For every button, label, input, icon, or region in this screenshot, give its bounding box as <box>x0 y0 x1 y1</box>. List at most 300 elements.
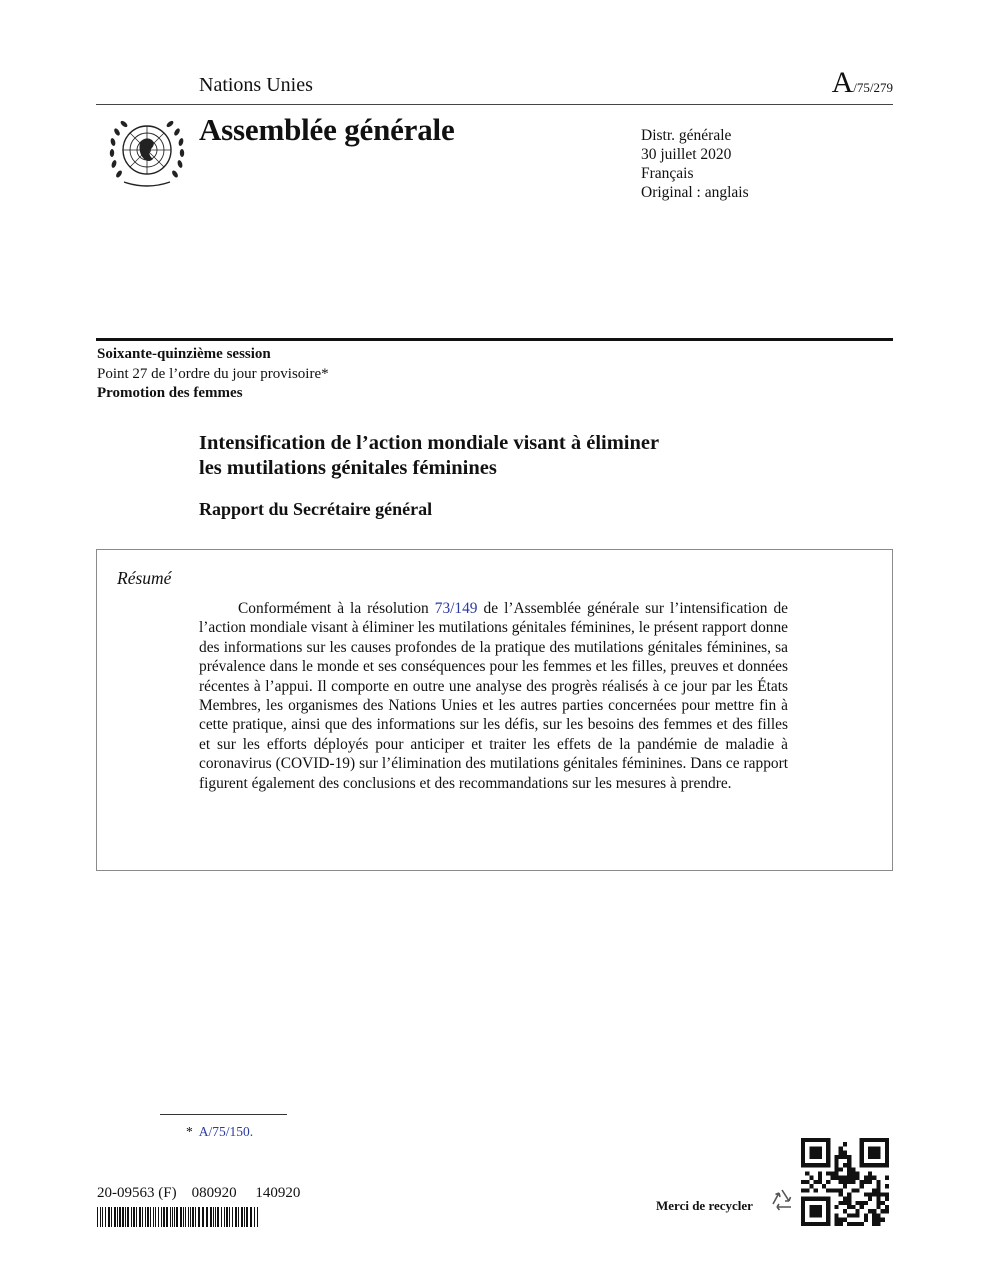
barcode-bar <box>206 1207 208 1227</box>
qr-module <box>809 1197 813 1201</box>
qr-module <box>847 1167 851 1171</box>
qr-module <box>855 1201 859 1205</box>
qr-module <box>881 1192 885 1196</box>
qr-module <box>809 1163 813 1167</box>
header-rule <box>96 104 893 105</box>
qr-module <box>818 1138 822 1142</box>
qr-module <box>826 1151 830 1155</box>
barcode-bar <box>221 1207 222 1227</box>
qr-module <box>839 1151 843 1155</box>
document-title-line: les mutilations génitales féminines <box>199 457 497 479</box>
qr-module <box>868 1172 872 1176</box>
qr-module <box>818 1151 822 1155</box>
qr-module <box>826 1142 830 1146</box>
qr-module <box>835 1155 839 1159</box>
qr-module <box>809 1155 813 1159</box>
barcode-bar <box>192 1207 194 1227</box>
qr-module <box>876 1197 880 1201</box>
job-number-line <box>97 1185 300 1202</box>
qr-module <box>860 1201 864 1205</box>
qr-module <box>801 1222 805 1226</box>
qr-module <box>843 1209 847 1213</box>
job-date-1: 080920 <box>191 1185 237 1201</box>
qr-module <box>839 1176 843 1180</box>
recycle-label: Merci de recycler <box>656 1198 753 1213</box>
qr-module <box>835 1163 839 1167</box>
qr-module <box>822 1184 826 1188</box>
barcode-bar <box>213 1207 214 1227</box>
qr-module <box>855 1172 859 1176</box>
qr-module <box>881 1163 885 1167</box>
qr-module <box>843 1201 847 1205</box>
qr-module <box>830 1176 834 1180</box>
qr-module <box>835 1188 839 1192</box>
qr-module <box>809 1151 813 1155</box>
qr-module <box>809 1213 813 1217</box>
qr-module <box>872 1155 876 1159</box>
barcode-bar <box>174 1207 175 1227</box>
barcode-bar <box>190 1207 191 1227</box>
document-title <box>199 431 799 481</box>
qr-module <box>876 1192 880 1196</box>
qr-module <box>818 1205 822 1209</box>
qr-module <box>872 1163 876 1167</box>
agenda-topic: Promotion des femmes <box>97 385 243 401</box>
qr-module <box>868 1155 872 1159</box>
summary-text-rest: de l’Assemblée générale sur l’intensification de l’action mondiale visant à éliminer les mutilations génitales féminines, le présent rapport donne des informations sur les causes profondes de la pratique des mutilations génitales féminines, sa prévalence dans le monde et ses conséquences pour les femmes et les filles, preuves et données récentes à l’appui. Il comporte en outre une analyse des progrès réalisés à ce jour par les États Membres, les organismes des Nations Unies et les autres parties concernées pour mettre fin à cette pratique, ainsi que des informations sur les défis, sur les besoins des femmes et des filles et sur les efforts déployés pour anticiper et traiter les effets de la pandémie de maladie à coronavirus (COVID-19) sur l’élimination des mutilations génitales féminines. Dans ce rapport figurent également des conclusions et des recommandations sur les mesures à prendre. <box>199 600 788 792</box>
qr-module <box>826 1209 830 1213</box>
barcode-bar <box>150 1207 151 1227</box>
qr-module <box>876 1188 880 1192</box>
qr-module <box>805 1197 809 1201</box>
barcode-bar <box>136 1207 137 1227</box>
qr-module <box>876 1205 880 1209</box>
qr-module <box>809 1222 813 1226</box>
job-date-2: 140920 <box>255 1185 301 1201</box>
qr-module <box>839 1188 843 1192</box>
qr-module <box>881 1218 885 1222</box>
qr-module <box>826 1146 830 1150</box>
barcode-bar <box>215 1207 216 1227</box>
qr-module <box>872 1192 876 1196</box>
qr-module <box>843 1142 847 1146</box>
qr-module <box>885 1146 889 1150</box>
qr-module <box>864 1218 868 1222</box>
qr-module <box>847 1197 851 1201</box>
qr-module <box>822 1222 826 1226</box>
barcode-bar <box>119 1207 121 1227</box>
qr-module <box>876 1155 880 1159</box>
qr-module <box>847 1155 851 1159</box>
qr-module <box>885 1192 889 1196</box>
qr-module <box>851 1180 855 1184</box>
barcode-bar <box>105 1207 106 1227</box>
qr-code[interactable] <box>801 1138 889 1226</box>
qr-module <box>835 1172 839 1176</box>
original-language: Original : anglais <box>641 184 749 201</box>
qr-module <box>876 1138 880 1142</box>
qr-module <box>818 1197 822 1201</box>
qr-module <box>868 1151 872 1155</box>
qr-module <box>801 1155 805 1159</box>
qr-module <box>801 1205 805 1209</box>
document-symbol-letter: A <box>831 66 854 99</box>
barcode-bar <box>125 1207 126 1227</box>
qr-module <box>876 1184 880 1188</box>
qr-module <box>801 1218 805 1222</box>
issuing-body: Assemblée générale <box>199 112 455 147</box>
qr-module <box>872 1146 876 1150</box>
qr-module <box>839 1155 843 1159</box>
qr-module <box>876 1151 880 1155</box>
barcode-bar <box>145 1207 146 1227</box>
qr-module <box>805 1180 809 1184</box>
qr-module <box>864 1176 868 1180</box>
qr-module <box>885 1159 889 1163</box>
qr-module <box>872 1209 876 1213</box>
barcode-bar <box>195 1207 196 1227</box>
qr-module <box>881 1201 885 1205</box>
barcode-bar <box>185 1207 186 1227</box>
qr-module <box>826 1201 830 1205</box>
qr-module <box>872 1151 876 1155</box>
barcode-bar <box>158 1207 159 1227</box>
qr-module <box>818 1146 822 1150</box>
barcode-bar <box>183 1207 184 1227</box>
footnote <box>186 1124 253 1140</box>
qr-module <box>814 1180 818 1184</box>
qr-module <box>847 1213 851 1217</box>
qr-module <box>860 1146 864 1150</box>
qr-module <box>872 1188 876 1192</box>
qr-module <box>872 1213 876 1217</box>
qr-module <box>839 1201 843 1205</box>
barcode-bar <box>241 1207 243 1227</box>
barcode-bar <box>180 1207 182 1227</box>
issue-date: 30 juillet 2020 <box>641 146 732 163</box>
qr-module <box>814 1205 818 1209</box>
qr-module <box>839 1192 843 1196</box>
qr-module <box>876 1146 880 1150</box>
qr-module <box>855 1209 859 1213</box>
qr-module <box>809 1176 813 1180</box>
qr-module <box>843 1184 847 1188</box>
qr-module <box>851 1172 855 1176</box>
qr-module <box>826 1163 830 1167</box>
summary-text-start: Conformément à la résolution <box>238 600 435 617</box>
qr-module <box>809 1205 813 1209</box>
qr-module <box>860 1155 864 1159</box>
qr-module <box>860 1159 864 1163</box>
qr-module <box>860 1163 864 1167</box>
qr-module <box>818 1213 822 1217</box>
barcode-bar <box>163 1207 165 1227</box>
resolution-link[interactable]: 73/149 <box>434 600 478 617</box>
qr-module <box>826 1138 830 1142</box>
qr-module <box>855 1213 859 1217</box>
qr-module <box>818 1172 822 1176</box>
qr-module <box>801 1188 805 1192</box>
qr-module <box>876 1213 880 1217</box>
qr-module <box>814 1209 818 1213</box>
qr-module <box>835 1167 839 1171</box>
qr-module <box>826 1197 830 1201</box>
qr-module <box>847 1180 851 1184</box>
qr-module <box>801 1138 805 1142</box>
qr-module <box>885 1142 889 1146</box>
barcode-bar <box>100 1207 101 1227</box>
job-number: 20-09563 (F) <box>97 1185 177 1201</box>
qr-module <box>839 1218 843 1222</box>
qr-module <box>801 1201 805 1205</box>
qr-module <box>822 1138 826 1142</box>
qr-module <box>851 1222 855 1226</box>
footnote-rule <box>160 1114 287 1115</box>
qr-module <box>847 1201 851 1205</box>
qr-module <box>818 1163 822 1167</box>
qr-module <box>847 1172 851 1176</box>
qr-module <box>876 1201 880 1205</box>
barcode-bar <box>254 1207 255 1227</box>
qr-module <box>830 1172 834 1176</box>
barcode-bar <box>217 1207 219 1227</box>
barcode-bar <box>226 1207 228 1227</box>
qr-module <box>885 1138 889 1142</box>
qr-module <box>847 1159 851 1163</box>
barcode-bar <box>122 1207 124 1227</box>
qr-module <box>801 1209 805 1213</box>
qr-module <box>868 1163 872 1167</box>
qr-module <box>835 1222 839 1226</box>
barcode-bar <box>172 1207 173 1227</box>
qr-module <box>830 1188 834 1192</box>
qr-module <box>826 1159 830 1163</box>
qr-module <box>868 1180 872 1184</box>
barcode-bar <box>232 1207 233 1227</box>
qr-module <box>809 1146 813 1150</box>
qr-module <box>851 1205 855 1209</box>
qr-module <box>805 1172 809 1176</box>
document-title-line: Intensification de l’action mondiale visant à éliminer <box>199 432 660 454</box>
summary-heading: Résumé <box>117 568 172 588</box>
qr-module <box>814 1188 818 1192</box>
qr-module <box>885 1155 889 1159</box>
qr-module <box>868 1138 872 1142</box>
qr-module <box>809 1138 813 1142</box>
qr-module <box>826 1205 830 1209</box>
barcode-bar <box>147 1207 149 1227</box>
distribution-block <box>641 126 749 202</box>
session-rule <box>96 338 893 341</box>
qr-module <box>826 1218 830 1222</box>
qr-module <box>864 1192 868 1196</box>
qr-module <box>843 1180 847 1184</box>
document-subtitle: Rapport du Secrétaire général <box>199 499 433 519</box>
document-symbol-number: /75/279 <box>853 80 893 95</box>
barcode-bar <box>127 1207 129 1227</box>
qr-module <box>885 1176 889 1180</box>
qr-module <box>801 1213 805 1217</box>
barcode-bar <box>161 1207 162 1227</box>
qr-module <box>843 1176 847 1180</box>
document-symbol <box>832 66 893 100</box>
qr-module <box>885 1205 889 1209</box>
barcode-bar <box>111 1207 112 1227</box>
qr-module <box>847 1163 851 1167</box>
qr-module <box>864 1213 868 1217</box>
qr-module <box>851 1176 855 1180</box>
barcode <box>97 1207 261 1227</box>
qr-module <box>835 1218 839 1222</box>
qr-module <box>801 1180 805 1184</box>
summary-text <box>199 599 788 793</box>
qr-module <box>839 1146 843 1150</box>
qr-module <box>855 1222 859 1226</box>
barcode-bar <box>133 1207 135 1227</box>
qr-module <box>843 1163 847 1167</box>
barcode-bar <box>250 1207 252 1227</box>
qr-module <box>839 1222 843 1226</box>
barcode-bar <box>114 1207 116 1227</box>
barcode-bar <box>117 1207 118 1227</box>
barcode-bar <box>224 1207 225 1227</box>
qr-module <box>885 1209 889 1213</box>
barcode-bar <box>139 1207 141 1227</box>
un-emblem-icon <box>100 112 194 190</box>
qr-module <box>885 1163 889 1167</box>
qr-module <box>805 1222 809 1226</box>
qr-module <box>814 1197 818 1201</box>
qr-module <box>839 1180 843 1184</box>
barcode-bar <box>188 1207 189 1227</box>
qr-module <box>809 1184 813 1188</box>
qr-module <box>868 1209 872 1213</box>
qr-module <box>851 1167 855 1171</box>
qr-module <box>814 1222 818 1226</box>
barcode-bar <box>257 1207 258 1227</box>
qr-module <box>835 1205 839 1209</box>
agenda-item: Point 27 de l’ordre du jour provisoire* <box>97 365 329 382</box>
qr-module <box>843 1218 847 1222</box>
qr-module <box>809 1209 813 1213</box>
barcode-bar <box>155 1207 156 1227</box>
qr-module <box>872 1218 876 1222</box>
qr-module <box>847 1222 851 1226</box>
barcode-bar <box>170 1207 171 1227</box>
qr-module <box>801 1163 805 1167</box>
distribution-type: Distr. générale <box>641 127 732 144</box>
document-language: Français <box>641 165 694 182</box>
qr-module <box>818 1155 822 1159</box>
barcode-bar <box>153 1207 154 1227</box>
qr-module <box>805 1138 809 1142</box>
qr-module <box>851 1188 855 1192</box>
qr-module <box>876 1218 880 1222</box>
qr-module <box>885 1197 889 1201</box>
qr-module <box>860 1180 864 1184</box>
qr-module <box>860 1151 864 1155</box>
qr-module <box>885 1151 889 1155</box>
barcode-bar <box>166 1207 168 1227</box>
qr-module <box>876 1222 880 1226</box>
qr-module <box>826 1155 830 1159</box>
qr-module <box>818 1176 822 1180</box>
qr-module <box>801 1159 805 1163</box>
qr-module <box>872 1222 876 1226</box>
qr-module <box>835 1159 839 1163</box>
qr-module <box>855 1176 859 1180</box>
qr-module <box>864 1180 868 1184</box>
footnote-link[interactable]: A/75/150. <box>198 1124 254 1139</box>
qr-module <box>801 1197 805 1201</box>
qr-module <box>814 1163 818 1167</box>
qr-module <box>839 1167 843 1171</box>
qr-module <box>860 1138 864 1142</box>
qr-module <box>826 1213 830 1217</box>
qr-module <box>868 1197 872 1201</box>
footnote-marker: * <box>186 1124 193 1139</box>
qr-module <box>835 1213 839 1217</box>
qr-module <box>868 1192 872 1196</box>
qr-module <box>876 1163 880 1167</box>
barcode-bar <box>246 1207 248 1227</box>
qr-module <box>860 1184 864 1188</box>
qr-module <box>814 1151 818 1155</box>
qr-module <box>876 1180 880 1184</box>
qr-module <box>872 1138 876 1142</box>
barcode-bar <box>97 1207 98 1227</box>
qr-module <box>864 1163 868 1167</box>
qr-module <box>822 1197 826 1201</box>
qr-module <box>864 1201 868 1205</box>
barcode-bar <box>238 1207 239 1227</box>
qr-module <box>855 1188 859 1192</box>
qr-module <box>826 1180 830 1184</box>
qr-module <box>847 1205 851 1209</box>
barcode-bar <box>202 1207 204 1227</box>
qr-module <box>805 1188 809 1192</box>
qr-module <box>860 1142 864 1146</box>
qr-module <box>801 1146 805 1150</box>
barcode-bar <box>142 1207 143 1227</box>
qr-module <box>826 1172 830 1176</box>
barcode-bar <box>102 1207 103 1227</box>
barcode-bar <box>198 1207 200 1227</box>
qr-module <box>814 1146 818 1150</box>
qr-module <box>818 1180 822 1184</box>
qr-module <box>818 1222 822 1226</box>
barcode-bar <box>229 1207 230 1227</box>
qr-module <box>872 1176 876 1180</box>
qr-module <box>860 1205 864 1209</box>
qr-module <box>801 1142 805 1146</box>
qr-module <box>843 1155 847 1159</box>
qr-module <box>814 1155 818 1159</box>
qr-module <box>847 1176 851 1180</box>
qr-module <box>835 1176 839 1180</box>
qr-module <box>826 1188 830 1192</box>
qr-module <box>851 1213 855 1217</box>
qr-module <box>805 1163 809 1167</box>
qr-module <box>814 1213 818 1217</box>
recycle-icon <box>766 1185 798 1217</box>
qr-module <box>843 1151 847 1155</box>
qr-module <box>864 1138 868 1142</box>
qr-module <box>868 1146 872 1150</box>
qr-module <box>881 1138 885 1142</box>
qr-module <box>826 1222 830 1226</box>
qr-module <box>885 1184 889 1188</box>
